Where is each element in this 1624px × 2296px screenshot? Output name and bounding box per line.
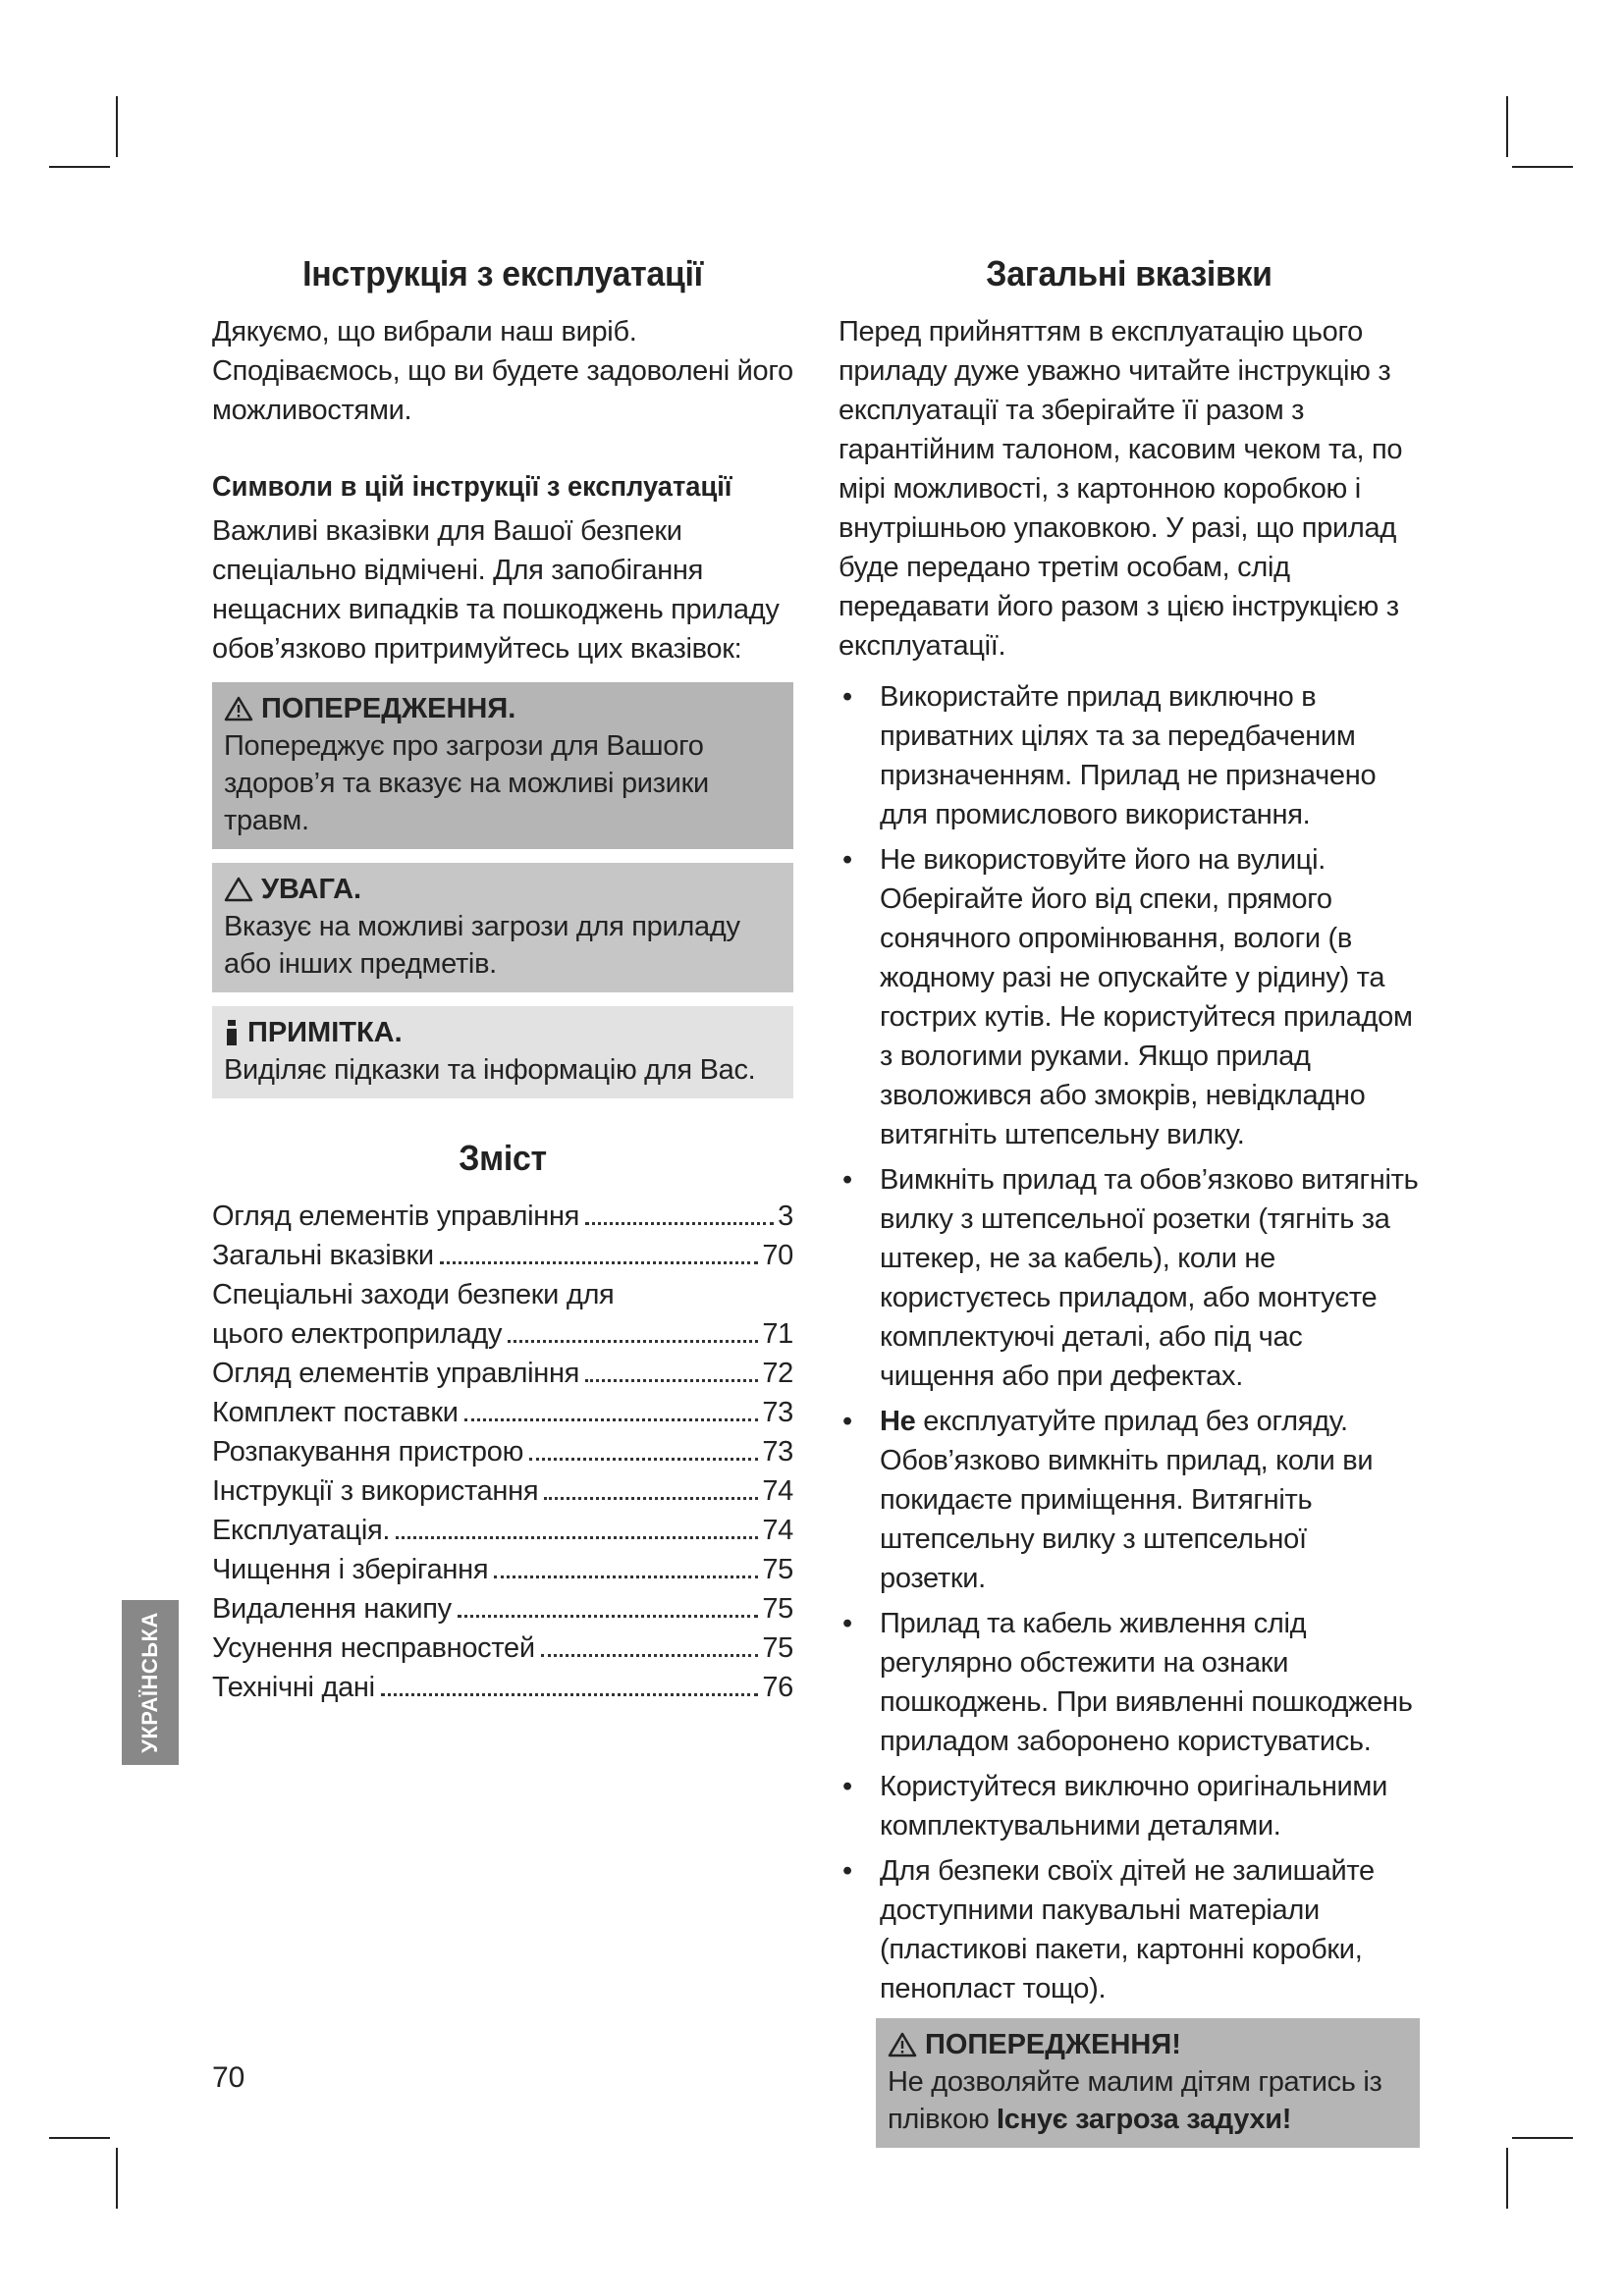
toc-page: 71 — [762, 1318, 793, 1350]
bullet-icon: • — [842, 1406, 852, 1437]
crop-mark — [1506, 96, 1508, 157]
child-warning-box — [876, 2018, 1420, 2148]
list-item-text: Прилад та кабель живлення слід регулярно обстежити на ознаки пошкоджень. При виявленні пошкоджень приладом заборонено користуватись. — [880, 1608, 1413, 1757]
toc-row — [212, 1354, 793, 1393]
toc-page: 72 — [762, 1358, 793, 1389]
crop-mark — [1512, 166, 1573, 168]
toc-leader — [458, 1615, 758, 1618]
toc-label: Чищення і зберігання — [212, 1554, 489, 1585]
toc-page: 74 — [762, 1515, 793, 1546]
toc-label: Спеціальні заходи безпеки для — [212, 1279, 615, 1310]
caution-triangle-icon — [224, 877, 253, 902]
list-item — [839, 1851, 1420, 2008]
toc-label: Комплект поставки — [212, 1397, 459, 1428]
toc-leader — [440, 1261, 759, 1264]
note-box — [212, 1006, 793, 1098]
toc-label: Усунення несправностей — [212, 1632, 535, 1664]
language-tab-label: УКРАЇНСЬКА — [137, 1612, 162, 1753]
toc-row — [212, 1432, 793, 1471]
toc-leader — [464, 1418, 759, 1421]
toc-title: Зміст — [459, 1138, 547, 1178]
list-item-text: Вимкніть прилад та обов’язково витягніть вилку з штепсельної розетки (тягніть за штекер, не за кабель), коли не користуєтесь приладом, або монтуєте комплектуючі деталі, або під час чищення або при дефектах. — [880, 1164, 1419, 1392]
bullet-icon: • — [842, 681, 852, 713]
toc-label: Видалення накипу — [212, 1593, 452, 1625]
note-title: ПРИМІТКА. — [247, 1017, 403, 1048]
toc-row — [212, 1197, 793, 1236]
bullet-icon: • — [842, 1771, 852, 1802]
list-item — [839, 677, 1420, 834]
toc-row — [212, 1589, 793, 1629]
toc-leader — [396, 1536, 758, 1539]
list-item-emphasis: Не — [880, 1406, 916, 1437]
toc-page: 70 — [762, 1240, 793, 1271]
child-warning-text — [888, 2063, 1408, 2138]
crop-mark — [116, 96, 118, 157]
language-tab — [122, 1600, 179, 1765]
toc-label: Розпакування пристрою — [212, 1436, 524, 1468]
crop-mark — [116, 2148, 118, 2209]
toc-page: 75 — [762, 1554, 793, 1585]
symbols-text: Важливі вказівки для Вашої безпеки спеціально відмічені. Для запобігання нещасних випадків та пошкоджень приладу обов’язково притримуйтесь цих вказівок: — [212, 515, 780, 665]
toc-leader — [585, 1222, 774, 1225]
list-item-text: Для безпеки своїх дітей не залишайте доступними пакувальні матеріали (пластикові пакети, картонні коробки, пенопласт тощо). — [880, 1855, 1375, 2004]
toc-leader — [494, 1575, 758, 1578]
toc-leader — [544, 1497, 758, 1500]
toc-page: 75 — [762, 1632, 793, 1664]
toc-page: 75 — [762, 1593, 793, 1625]
toc-leader — [508, 1340, 758, 1343]
warning-box — [212, 682, 793, 849]
toc-row — [212, 1629, 793, 1668]
toc-row — [212, 1314, 793, 1354]
toc-page: 73 — [762, 1397, 793, 1428]
warning-title: ПОПЕРЕДЖЕННЯ. — [261, 693, 516, 724]
toc-leader — [529, 1458, 758, 1461]
crop-mark — [49, 166, 110, 168]
list-item — [839, 1767, 1420, 1845]
toc-page: 74 — [762, 1475, 793, 1507]
toc-label: Експлуатація. — [212, 1515, 391, 1546]
child-warning-emphasis: Існує загроза задухи! — [997, 2104, 1292, 2135]
toc-label: Огляд елементів управління — [212, 1201, 580, 1232]
symbols-heading: Символи в цій інструкції з експлуатації — [212, 471, 732, 503]
toc-page: 76 — [762, 1672, 793, 1703]
bullet-icon: • — [842, 844, 852, 876]
list-item-text: Використайте прилад виключно в приватних цілях та за передбаченим призначенням. Прилад не призначено для промислового використання. — [880, 681, 1377, 830]
right-column — [839, 253, 1420, 2162]
list-item — [839, 1604, 1420, 1761]
list-item — [839, 1160, 1420, 1396]
bullet-icon: • — [842, 1164, 852, 1196]
toc-label: Інструкції з використання — [212, 1475, 539, 1507]
toc-row — [212, 1511, 793, 1550]
toc-leader — [585, 1379, 758, 1382]
child-warning-title: ПОПЕРЕДЖЕННЯ! — [925, 2029, 1181, 2060]
toc-leader — [381, 1693, 759, 1696]
toc-label: Загальні вказівки — [212, 1240, 434, 1271]
page-number: 70 — [212, 2061, 245, 2094]
warning-text: Попереджує про загрози для Вашого здоров’я та вказує на можливі ризики травм. — [224, 730, 709, 836]
toc-label: Технічні дані — [212, 1672, 375, 1703]
safety-list — [839, 677, 1420, 2008]
crop-mark — [1506, 2148, 1508, 2209]
crop-mark — [49, 2137, 110, 2139]
list-item-text: експлуатуйте прилад без огляду. Обов’язково вимкніть прилад, коли ви покидаєте приміщення. Витягніть штепсельну вилку з штепсельної розетки. — [880, 1406, 1374, 1594]
caution-text: Вказує на можливі загрози для приладу або інших предметів. — [224, 911, 740, 980]
toc-page: 73 — [762, 1436, 793, 1468]
list-item-text: Не використовуйте його на вулиці. Оберігайте його від спеки, прямого сонячного опромінювання, вологи (в жодному разі не опускайте у рідину) та гострих кутів. Не користуйтеся приладом з вологими руками. Якщо прилад зволожився або змокрів, невідкладно витягніть штепсельну вилку. — [880, 844, 1413, 1150]
note-text: Виділяє підказки та інформацію для Вас. — [224, 1054, 756, 1086]
bullet-icon: • — [842, 1855, 852, 1887]
toc-label: цього електроприладу — [212, 1318, 503, 1350]
warning-triangle-icon — [224, 696, 253, 721]
list-item — [839, 1402, 1420, 1598]
toc-row — [212, 1550, 793, 1589]
toc-row — [212, 1471, 793, 1511]
crop-mark — [1512, 2137, 1573, 2139]
warning-triangle-icon — [888, 2032, 917, 2057]
info-icon — [224, 1019, 240, 1046]
table-of-contents — [212, 1197, 793, 1707]
page-title: Інструкція з експлуатації — [302, 253, 703, 294]
toc-row — [212, 1275, 793, 1314]
general-intro: Перед прийняттям в експлуатацію цього приладу дуже уважно читайте інструкцію з експлуатації та зберігайте її разом з гарантійним талоном, касовим чеком та, по мірі можливості, з картонною коробкою і внутрішньою упаковкою. У разі, що прилад буде передано третім особам, слід передавати його разом з цією інструкцією з експлуатації. — [839, 316, 1403, 662]
toc-row — [212, 1393, 793, 1432]
toc-page: 3 — [778, 1201, 793, 1232]
child-warning-body: Не дозволяйте малим дітям гратись із плівкою — [888, 2066, 1382, 2135]
caution-title: УВАГА. — [261, 874, 362, 905]
toc-label: Огляд елементів управління — [212, 1358, 580, 1389]
intro-text: Дякуємо, що вибрали наш виріб. Сподіваємось, що ви будете задоволені його можливостями. — [212, 316, 793, 426]
toc-row — [212, 1236, 793, 1275]
list-item — [839, 840, 1420, 1154]
caution-box — [212, 863, 793, 992]
bullet-icon: • — [842, 1608, 852, 1639]
toc-leader — [541, 1654, 759, 1657]
list-item-text: Користуйтеся виключно оригінальними комплектувальними деталями. — [880, 1771, 1387, 1842]
section-title: Загальні вказівки — [986, 253, 1272, 294]
left-column — [212, 253, 793, 1707]
toc-row — [212, 1668, 793, 1707]
